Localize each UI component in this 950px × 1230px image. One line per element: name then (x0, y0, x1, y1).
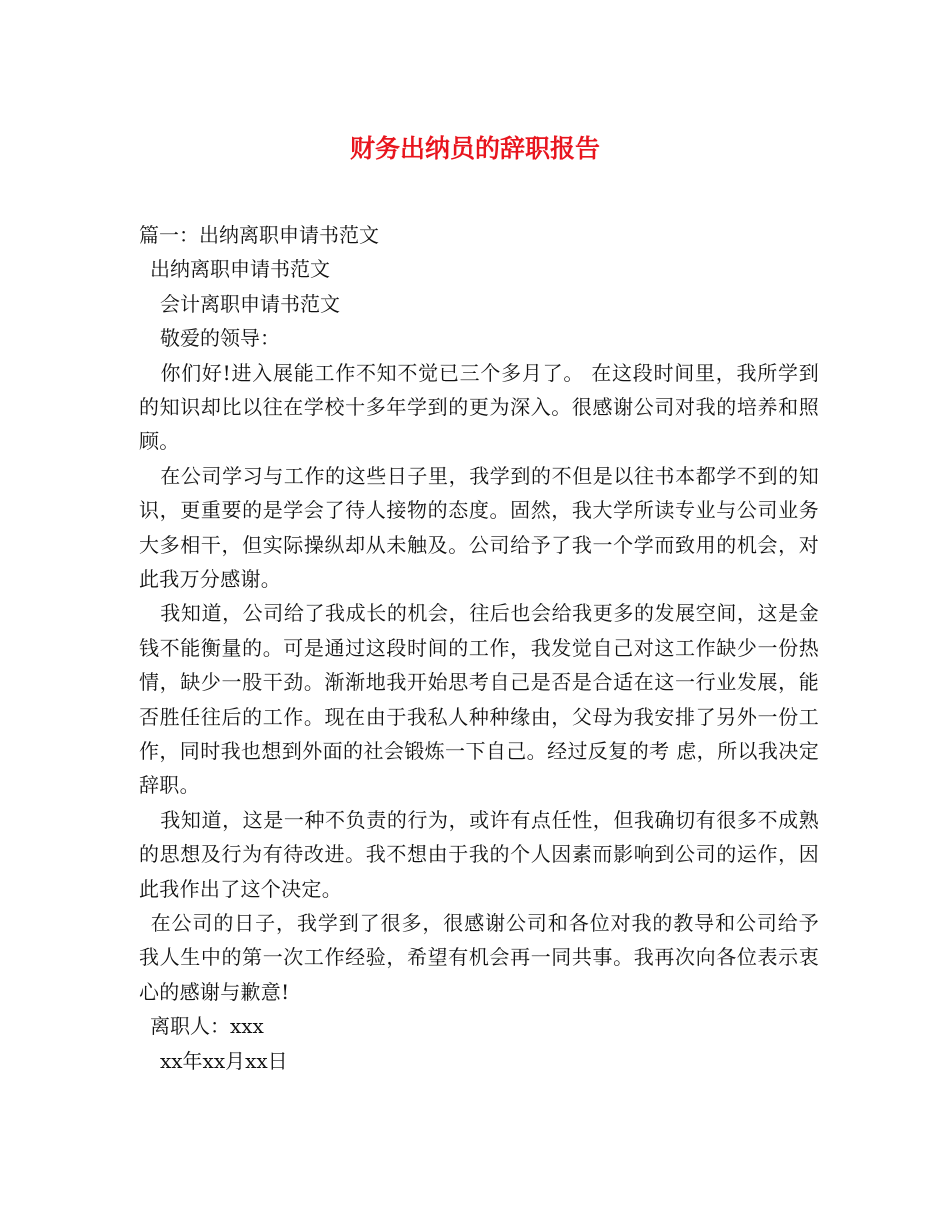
date: xx年xx月xx日 (160, 1048, 288, 1073)
paragraph-5-text: 在公司的日子，我学到了很多，很感谢公司和各位对我的教导和公司给予我人生中的第一次工作经验，希望有机会再一同共事。我再次向各位表示衷心的感谢与歉意! (139, 911, 819, 1004)
paragraph-4-text: 我知道，这是一种不负责的行为，或许有点任性，但我确切有很多不成熟的思想及行为有待改进。我不想由于我的个人因素而影响到公司的运作，因此我作出了这个决定。 (139, 807, 819, 901)
document-body (139, 218, 819, 1078)
heading-2: 出纳离职申请书范文 (150, 257, 330, 282)
heading-1: 篇一：出纳离职申请书范文 (139, 223, 379, 247)
salutation: 敬爱的领导： (160, 326, 280, 351)
signature: 离职人：xxx (150, 1014, 264, 1039)
paragraph-3-text: 我知道，公司给了我成长的机会，往后也会给我更多的发展空间，这是金钱不能衡量的。可是通过这段时间的工作，我发觉自己对这工作缺少一份热情，缺少一股干劲。渐渐地我开始思考自己是否是合适在这一行业发展，能否胜任往后的工作。现在由于我私人种种缘由，父母为我安排了另外一份工作，同时我也想到外面的社会锻炼一下自己。经过反复的考 虑，所以我决定辞职。 (139, 601, 819, 798)
heading-3: 会计离职申请书范文 (160, 291, 340, 316)
paragraph-4 (139, 803, 819, 906)
paragraph-1-text: 你们好!进入展能工作不知不觉已三个多月了。 在这段时间里，我所学到的知识却比以往在学校十多年学到的更为深入。很感谢公司对我的培养和照顾。 (139, 360, 819, 454)
paragraph-1 (139, 356, 819, 459)
paragraph-2 (139, 459, 819, 597)
paragraph-5 (139, 906, 819, 1009)
document-title: 财务出纳员的辞职报告 (349, 134, 600, 163)
paragraph-3 (139, 596, 819, 802)
paragraph-2-text: 在公司学习与工作的这些日子里，我学到的不但是以往书本都学不到的知识，更重要的是学会了待人接物的态度。固然，我大学所读专业与公司业务大多相干，但实际操纵却从未触及。公司给予了我一个学而致用的机会，对此我万分感谢。 (139, 463, 819, 591)
